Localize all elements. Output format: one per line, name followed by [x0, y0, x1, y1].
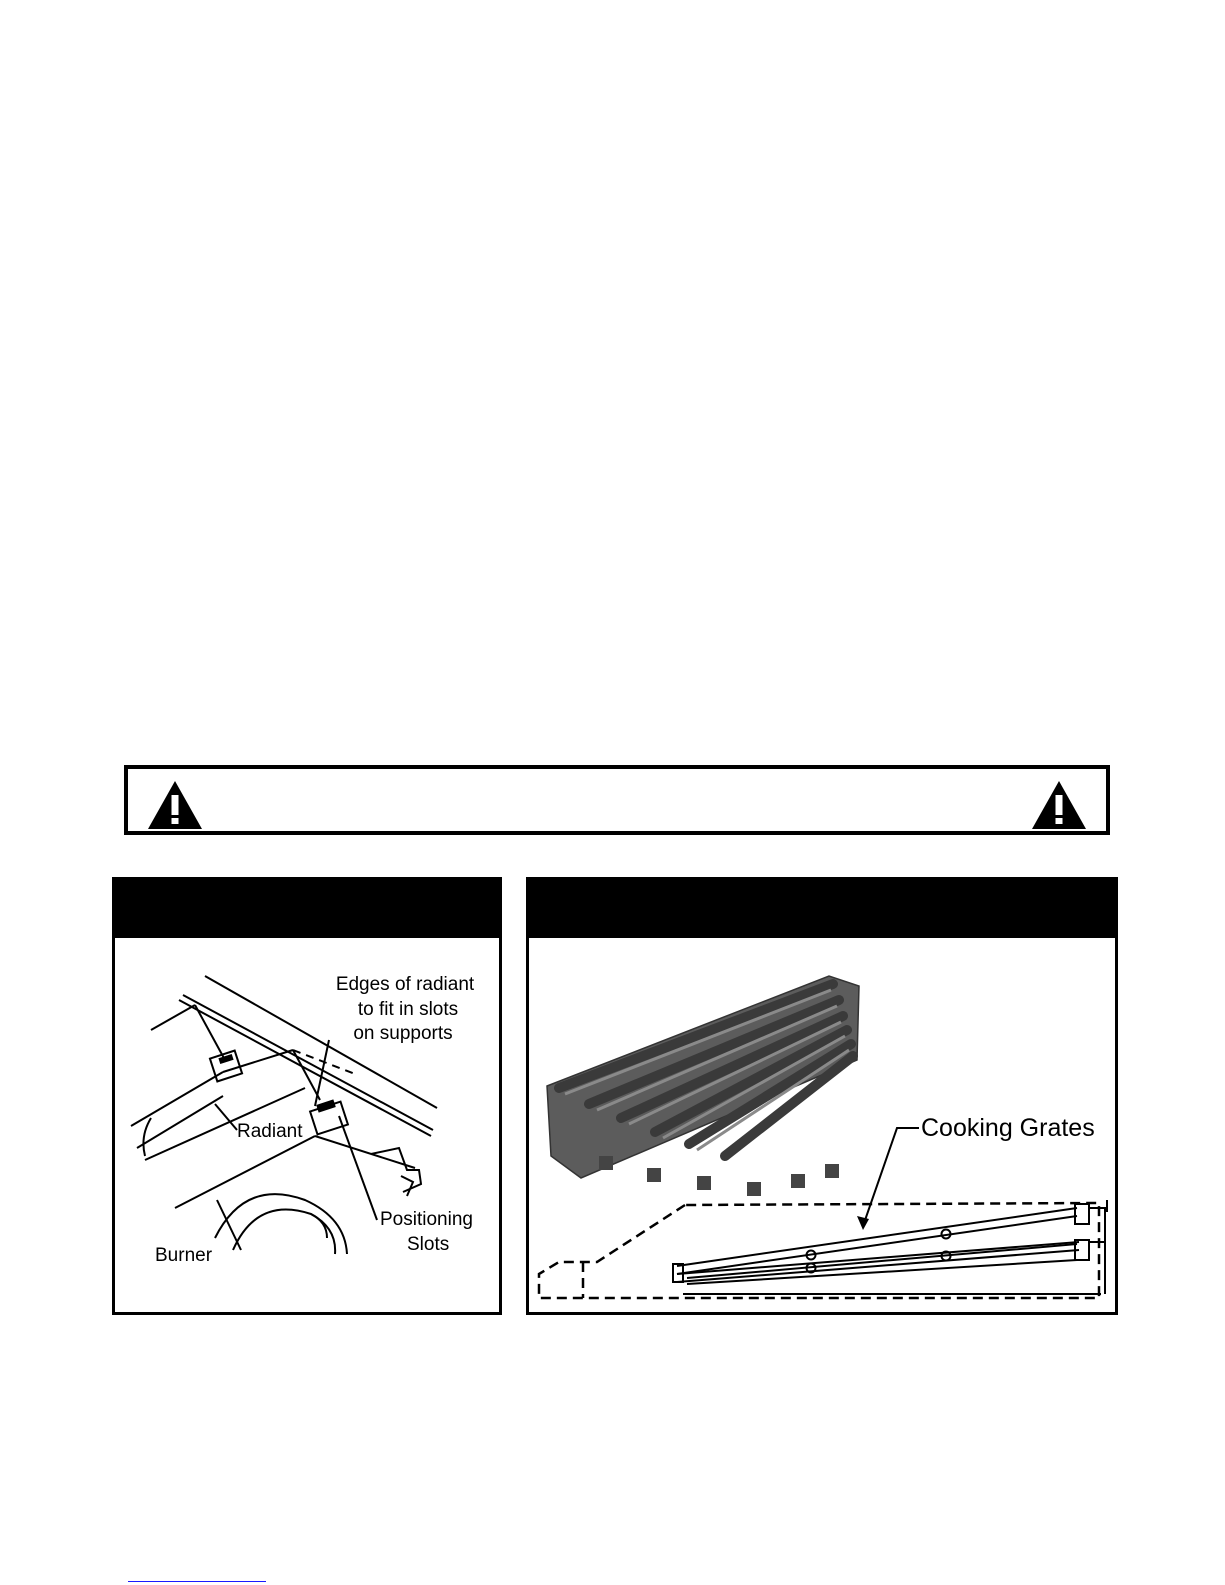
cooking-grate-photo: [547, 976, 859, 1196]
cooking-grates-diagram: [529, 938, 1115, 1312]
label-edges-line1: Edges of radiant: [335, 974, 475, 995]
warning-banner: [124, 765, 1110, 835]
label-burner: Burner: [155, 1245, 213, 1266]
label-edges-line3: on supports: [353, 1023, 453, 1044]
label-positioning-line2: Slots: [407, 1234, 450, 1255]
warning-triangle-icon: [146, 779, 204, 831]
figure-radiant-body: [115, 938, 499, 1312]
label-cooking-grates: Cooking Grates: [921, 1114, 1095, 1142]
label-positioning-line1: Positioning: [380, 1209, 473, 1230]
figure-radiant-panel: [112, 877, 502, 1315]
warning-triangle-icon: [1030, 779, 1088, 831]
footer-rule: [128, 1581, 266, 1582]
radiant-diagram: [115, 938, 499, 1312]
label-radiant: Radiant: [237, 1121, 303, 1142]
figure-grates-panel: [526, 877, 1118, 1315]
figure-grates-body: [529, 938, 1115, 1312]
figure-radiant-header: [115, 880, 499, 938]
figure-grates-header: [529, 880, 1115, 938]
label-edges-line2: to fit in slots: [357, 999, 459, 1020]
